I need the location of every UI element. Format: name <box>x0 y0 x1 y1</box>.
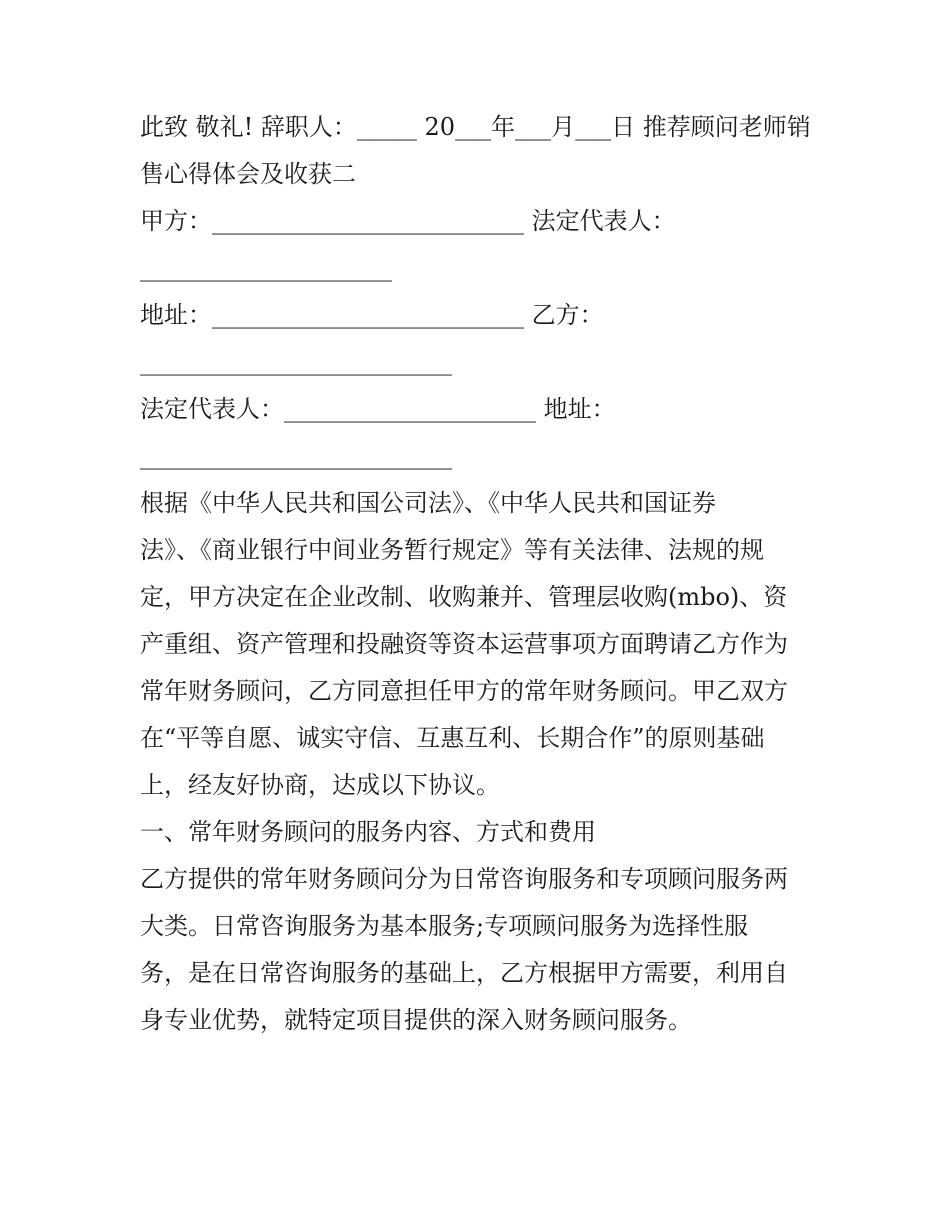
text-line: 法》、《商业银行中间业务暂行规定》等有关法律、法规的规 <box>140 536 764 564</box>
text-line: 产重组、资产管理和投融资等资本运营事项方面聘请乙方作为 <box>140 630 788 658</box>
document-body <box>140 104 820 1044</box>
text-line: 地址：__________________________ 乙方： <box>140 301 604 329</box>
text-line: 根据《中华人民共和国公司法》、《中华人民共和国证券 <box>140 489 716 517</box>
text-line: 此致 敬礼! 辞职人：_____ 20___年___月___日 推荐顾问老师销 <box>140 113 811 141</box>
text-line: 大类。日常咨询服务为基本服务;专项顾问服务为选择性服 <box>140 912 749 940</box>
text-line: 务，是在日常咨询服务的基础上，乙方根据甲方需要，利用自 <box>140 959 788 987</box>
text-line: 在“平等自愿、诚实守信、互惠互利、长期合作”的原则基础 <box>140 724 765 752</box>
text-line: __________________________ <box>140 442 452 470</box>
text-line: 甲方：__________________________ 法定代表人： <box>140 207 676 235</box>
text-line: 乙方提供的常年财务顾问分为日常咨询服务和专项顾问服务两 <box>140 865 788 893</box>
text-line: 上，经友好协商，达成以下协议。 <box>140 771 500 799</box>
text-line: 售心得体会及收获二 <box>140 160 356 188</box>
text-line: 常年财务顾问，乙方同意担任甲方的常年财务顾问。甲乙双方 <box>140 677 788 705</box>
text-line: 身专业优势，就特定项目提供的深入财务顾问服务。 <box>140 1006 692 1034</box>
text-line: 定，甲方决定在企业改制、收购兼并、管理层收购(mbo)、资 <box>140 583 788 611</box>
section-heading: 一、常年财务顾问的服务内容、方式和费用 <box>140 818 596 846</box>
text-line: 法定代表人：_____________________ 地址： <box>140 395 616 423</box>
text-line: _____________________ <box>140 254 392 282</box>
text-line: __________________________ <box>140 348 452 376</box>
